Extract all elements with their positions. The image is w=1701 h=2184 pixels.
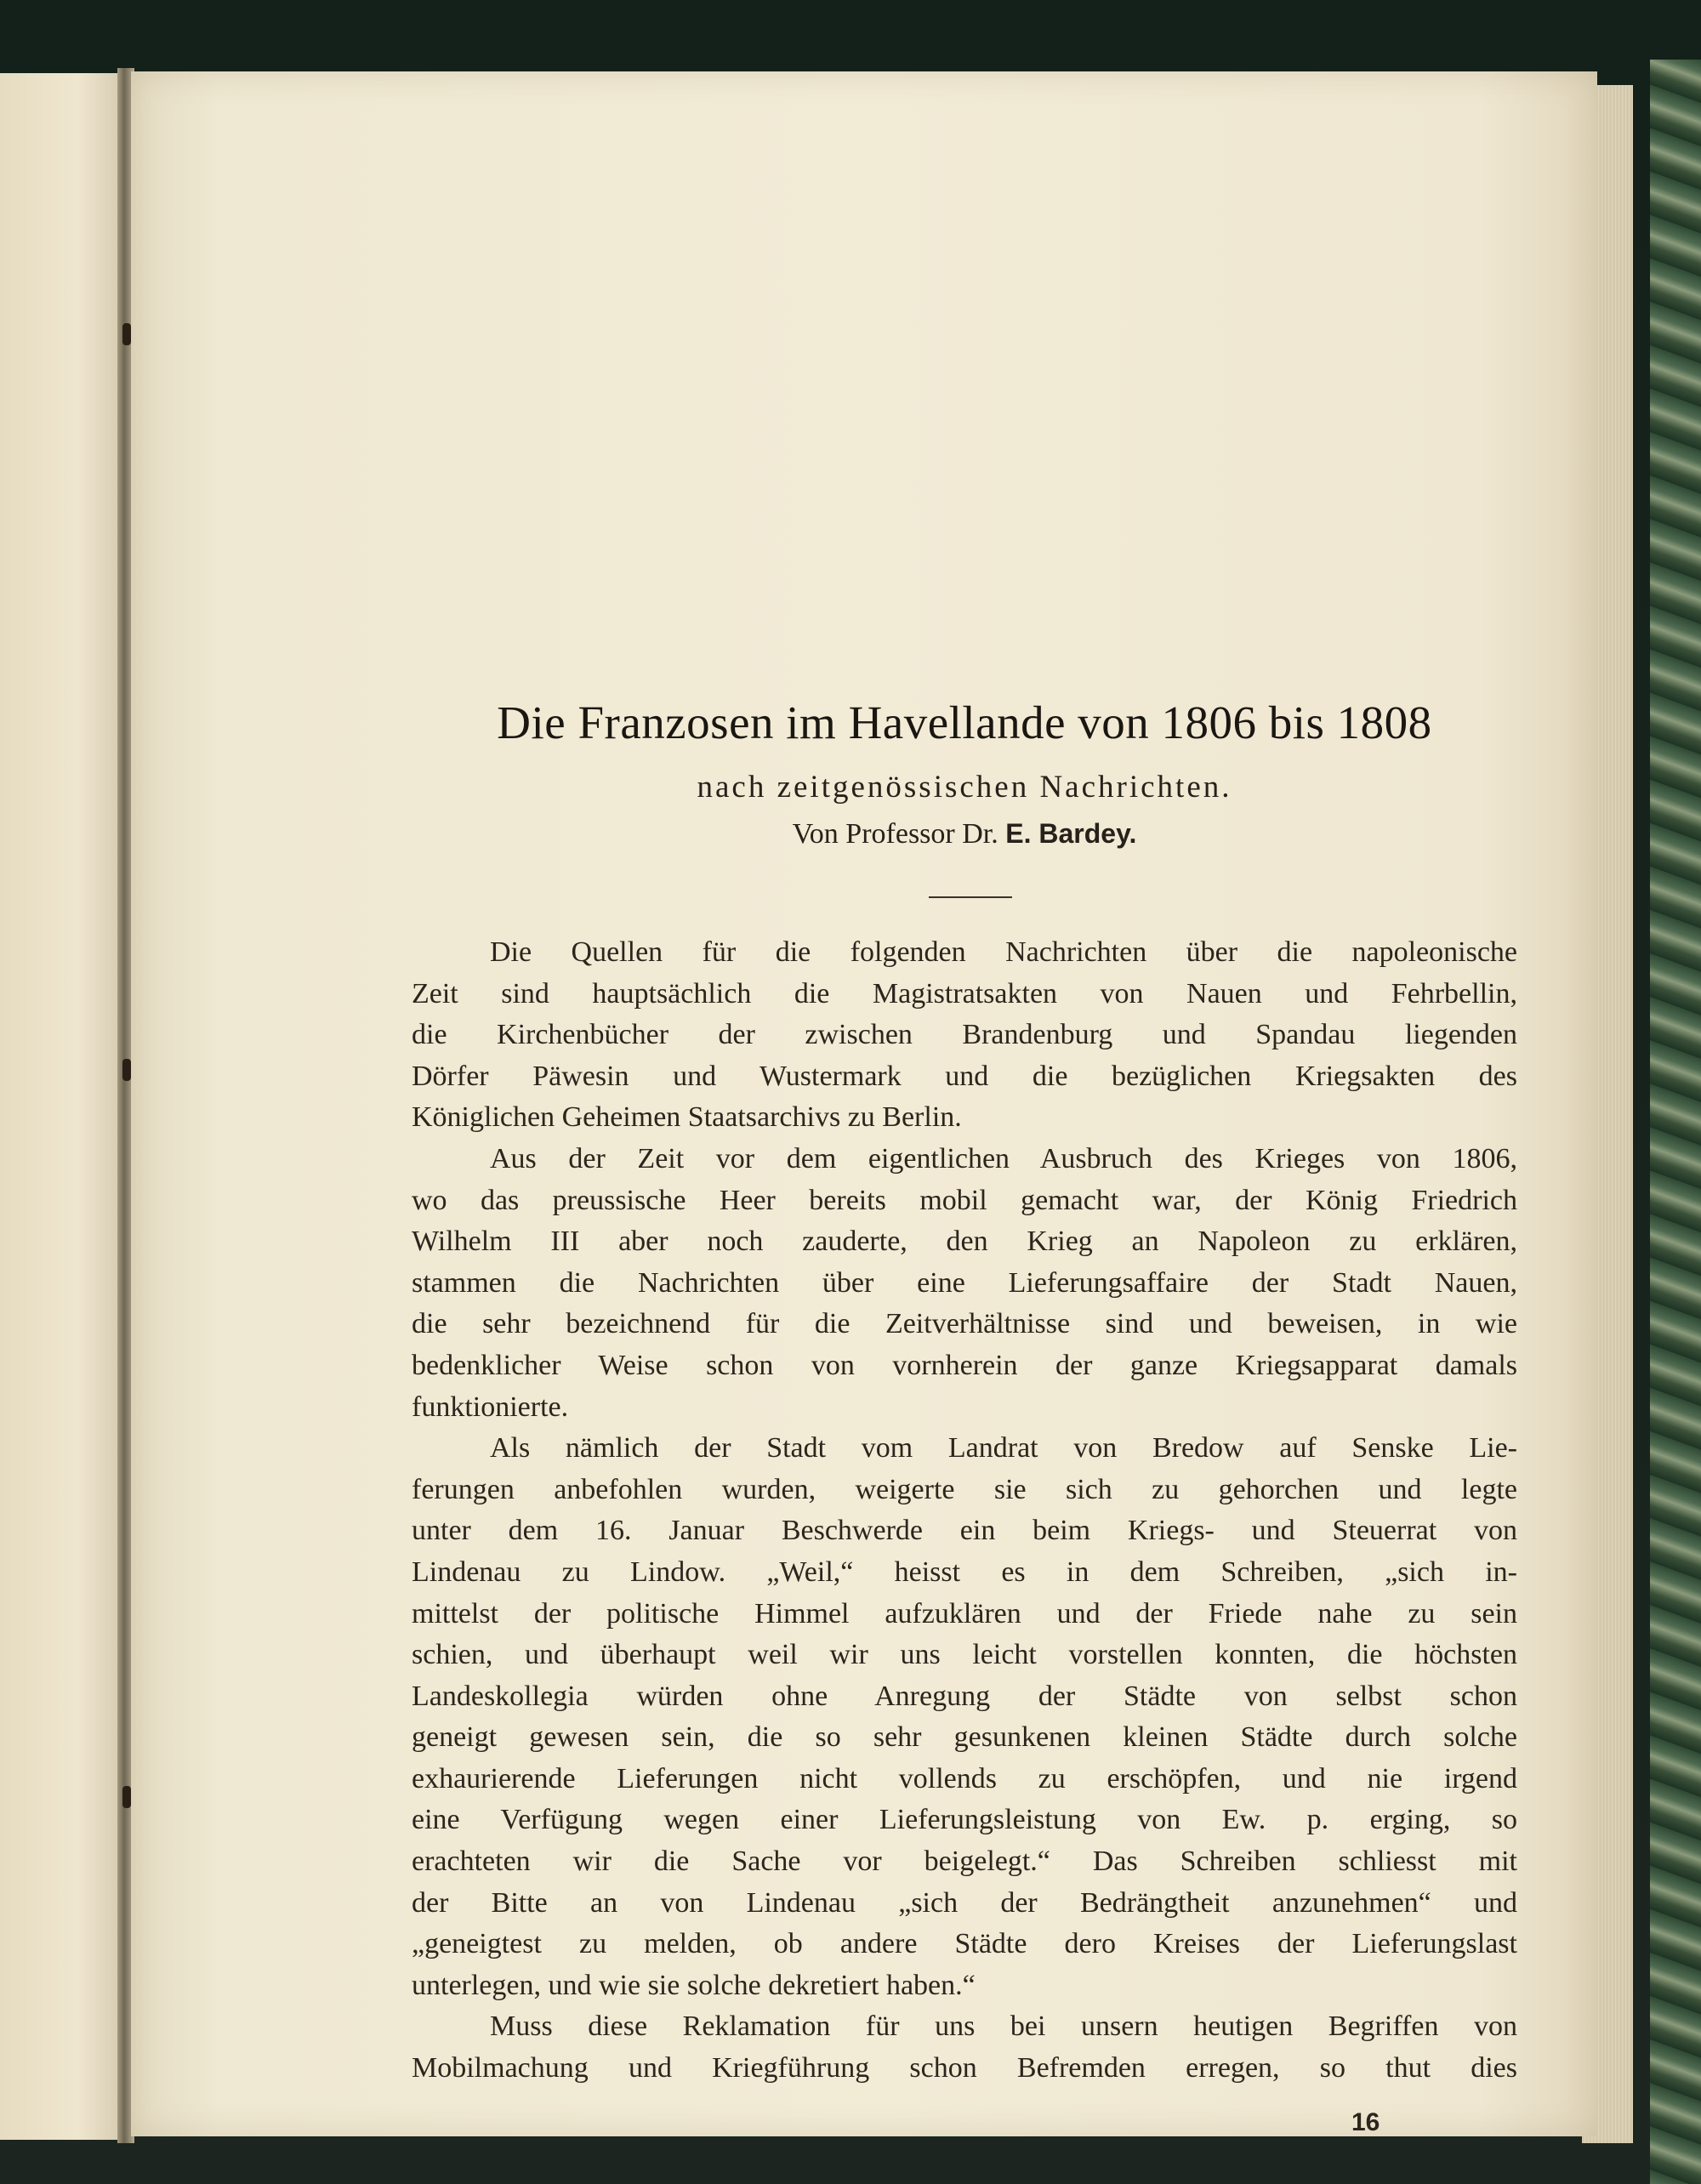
article-title: Die Franzosen im Havellande von 1806 bis 1808: [497, 697, 1432, 748]
text-line: unter dem 16. Januar Beschwerde ein beim Kriegs- und Steuerrat von: [412, 1515, 1517, 1547]
text-line: Mobilmachung und Kriegführung schon Befremden erregen, so thut dies: [412, 2052, 1517, 2084]
article-body: [412, 932, 1517, 2090]
text-line: schien, und überhaupt weil wir uns leicht vorstellen konnten, die höchsten: [412, 1639, 1517, 1671]
text-line: erachteten wir die Sache vor beigelegt.“ Das Schreiben schliesst mit: [412, 1846, 1517, 1878]
title-divider: [929, 896, 1012, 898]
text-line: Als nämlich der Stadt vom Landrat von Bredow auf Senske Lie-: [490, 1432, 1517, 1465]
text-line: unterlegen, und wie sie solche dekretiert haben.“: [412, 1969, 976, 2001]
author-name: E. Bardey.: [1005, 818, 1137, 849]
text-line: die Kirchenbücher der zwischen Brandenburg und Spandau liegenden: [412, 1019, 1517, 1051]
book-page: [131, 71, 1597, 2136]
text-line: der Bitte an von Lindenau „sich der Bedrängtheit anzunehmen“ und: [412, 1886, 1517, 1919]
text-line: mittelst der politische Himmel aufzuklären und der Friede nahe zu sein: [412, 1597, 1517, 1629]
binding-stitch-icon: [122, 323, 131, 345]
facing-page-left: [0, 73, 129, 2140]
text-line: geneigt gewesen sein, die so sehr gesunkenen kleinen Städte durch solche: [412, 1721, 1517, 1754]
text-line: Landeskollegia würden ohne Anregung der Städte von selbst schon: [412, 1680, 1517, 1712]
text-line: wo das preussische Heer bereits mobil gemacht war, der König Friedrich: [412, 1184, 1517, 1216]
text-line: „geneigtest zu melden, ob andere Städte dero Kreises der Lieferungslast: [412, 1928, 1517, 1960]
binding-stitch-icon: [122, 1059, 131, 1081]
text-line: Die Quellen für die folgenden Nachrichten über die napoleonische: [490, 936, 1517, 968]
article-author: [412, 818, 1517, 850]
binding-stitch-icon: [122, 1786, 131, 1808]
text-line: eine Verfügung wegen einer Lieferungsleistung von Ew. p. erging, so: [412, 1804, 1517, 1836]
text-line: Lindenau zu Lindow. „Weil,“ heisst es in dem Schreiben, „sich in-: [412, 1556, 1517, 1588]
text-line: Aus der Zeit vor dem eigentlichen Ausbruch des Krieges von 1806,: [490, 1142, 1517, 1174]
text-line: die sehr bezeichnend für die Zeitverhältnisse sind und beweisen, in wie: [412, 1308, 1517, 1340]
author-prefix: Von Professor Dr.: [792, 818, 998, 850]
text-line: Muss diese Reklamation für uns bei unsern heutigen Begriffen von: [490, 2011, 1517, 2043]
text-line: bedenklicher Weise schon von vornherein der ganze Kriegsapparat damals: [412, 1349, 1517, 1381]
book-cover-edge: [1650, 60, 1701, 2184]
text-line: Zeit sind hauptsächlich die Magistratsakten von Nauen und Fehrbellin,: [412, 977, 1517, 1010]
text-line: ferungen anbefohlen wurden, weigerte sie sich zu gehorchen und legte: [412, 1473, 1517, 1505]
text-line: exhaurierende Lieferungen nicht vollends zu erschöpfen, und nie irgend: [412, 1762, 1517, 1794]
text-line: Königlichen Geheimen Staatsarchivs zu Berlin.: [412, 1101, 962, 1134]
text-line: stammen die Nachrichten über eine Lieferungsaffaire der Stadt Nauen,: [412, 1266, 1517, 1299]
text-line: Wilhelm III aber noch zauderte, den Krieg an Napoleon zu erklären,: [412, 1226, 1517, 1258]
article-subtitle: nach zeitgenössischen Nachrichten.: [697, 770, 1232, 805]
page-number: 16: [1351, 2108, 1380, 2136]
text-line: funktionierte.: [412, 1391, 569, 1423]
text-line: Dörfer Päwesin und Wustermark und die bezüglichen Kriegsakten des: [412, 1060, 1517, 1092]
